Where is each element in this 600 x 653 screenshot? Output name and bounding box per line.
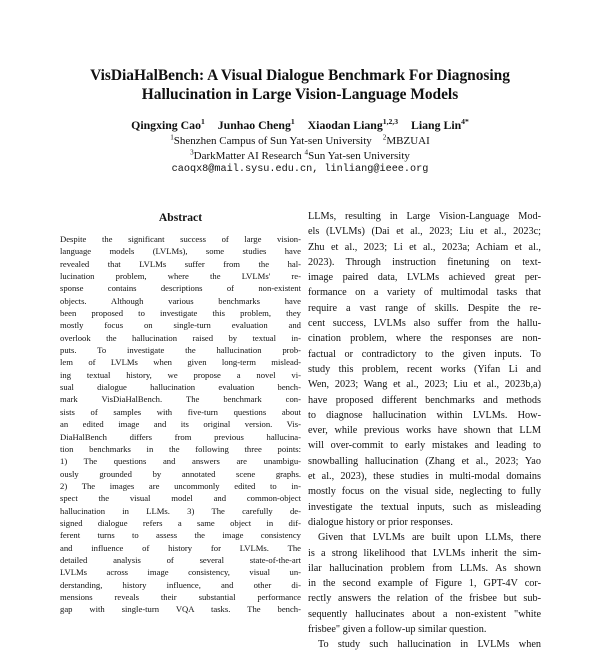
affiliations-line-2: [60, 149, 540, 163]
affiliation: $^4$Sun Yat-sen University: [304, 148, 410, 162]
author-emails: caoqx8@mail.sysu.edu.cn, linliang@ieee.org: [171, 164, 429, 175]
text-line: to diagnose hallucination within LVLMs. How-: [308, 409, 541, 421]
text-line: To study such hallucination in LVLMs when: [318, 639, 541, 651]
text-line: frisbee" given a follow-up similar question.: [308, 624, 487, 636]
text-line: detailed analysis of several state-of-the-art: [60, 554, 301, 565]
text-line: lucination problem, where the LVLMs' re-: [60, 271, 301, 282]
text-line: spect the visual model and common-object: [60, 493, 301, 504]
text-line: is a strong likelihood that LVLMs inherit the sim-: [308, 547, 541, 559]
paper-title: [60, 66, 540, 104]
text-line: snowballing hallucination (Zhang et al., 2023; Yao: [308, 455, 541, 467]
abstract-body: [60, 233, 301, 615]
text-line: ing textual history, we propose a novel vi-: [60, 369, 301, 380]
text-line: 2023). Through instruction finetuning on text-: [308, 256, 541, 268]
text-line: derstanding, history influence, and other di-: [60, 579, 301, 590]
text-line: Zhu et al., 2023; Li et al., 2023a; Achiam et al.,: [308, 241, 541, 253]
text-line: 2) The images are uncommonly edited to in-: [60, 480, 301, 491]
text-line: gap with single-turn VQA tasks. The bench-: [60, 604, 301, 615]
text-line: study this problem, recent works (Yifan Li and: [308, 363, 541, 375]
author: Junhao Cheng$^1$: [217, 117, 295, 132]
text-line: an edited image and its original version. Vis-: [60, 419, 301, 430]
text-line: cination problem, where the responses are non-: [308, 333, 541, 345]
text-line: Wen, 2023; Wang et al., 2023; Liu et al., 2023b,a): [308, 379, 541, 391]
text-line: sequently hallucinates about a non-existent "white: [308, 608, 541, 620]
affiliation: $^1$Shenzhen Campus of Sun Yat-sen University: [170, 133, 372, 147]
text-line: ever, while previous works have shown that LLM: [308, 425, 541, 437]
affiliation: $^3$DarkMatter AI Research: [190, 148, 302, 162]
text-line: cent success, LVLMs also suffer from the hallu-: [308, 318, 541, 330]
text-line: sists of samples with five-turn questions about: [60, 406, 301, 417]
text-line: dialogue history or prior responses.: [308, 516, 453, 528]
text-line: overlook the hallucination raised by textual in-: [60, 332, 301, 343]
text-line: tion benchmarks in the following three points:: [60, 443, 301, 454]
text-line: 1) The questions and answers are unambigu-: [60, 456, 301, 467]
text-line: Despite the significant success of large vision-: [60, 234, 301, 244]
text-line: els (LVLMs) (Dai et al., 2023; Liu et al., 2023c;: [308, 226, 541, 238]
text-line: objects. Although various benchmarks have: [60, 295, 301, 306]
text-line: DiaHalBench differs from previous hallucina-: [60, 431, 301, 442]
text-line: factual or contradictory to the given inputs. To: [308, 348, 541, 360]
text-line: et al., 2023), these studies in multi-modal domains: [308, 471, 541, 483]
text-line: image paired data, LVLMs achieved great per-: [308, 272, 541, 284]
author-list: [60, 118, 540, 133]
affiliations-line-1: [60, 134, 540, 148]
text-line: require a vast range of skills. Despite the re-: [308, 302, 541, 314]
abstract-heading: Abstract: [158, 211, 203, 224]
text-line: mostly focus on the visual side, neglecting to fully: [308, 486, 541, 498]
text-line: mensions reveals their substantial performance: [60, 591, 301, 602]
title-line-1: VisDiaHalBench: A Visual Dialogue Benchmark For Diagnosing: [90, 67, 510, 84]
text-line: been proposed to investigate this problem, they: [60, 308, 301, 319]
introduction-body: [308, 209, 541, 651]
text-line: revealed that LVLMs suffer from the hal-: [60, 258, 301, 269]
author: Xiaodan Liang$^{1,2,3}$: [307, 117, 399, 132]
text-line: rectly answers the relation of the frisbee but sub-: [308, 593, 541, 605]
title-line-2: Hallucination in Large Vision-Language Models: [141, 86, 459, 103]
text-line: mark VisDiaHalBench. The benchmark con-: [60, 394, 301, 405]
text-line: LLMs, resulting in Large Vision-Language Mod-: [308, 211, 541, 222]
text-line: ously grounded by annotated scene graphs.: [60, 468, 301, 479]
text-line: mostly focus on single-turn evaluation and: [60, 320, 301, 331]
text-line: investigate the textual inputs, such as misleading: [308, 501, 541, 513]
text-line: ilar hallucination problem from LLMs. As shown: [308, 562, 541, 574]
author: Qingxing Cao$^1$: [131, 117, 205, 132]
text-line: language models (LVLMs), some studies have: [60, 246, 301, 257]
text-line: in the second example of Figure 1, GPT-4V cor-: [308, 578, 541, 590]
text-line: puts. To investigate the hallucination prob-: [60, 345, 301, 356]
text-line: will over-commit to early mistakes and leading to: [308, 440, 541, 452]
text-line: Given that LVLMs are built upon LLMs, there: [318, 532, 541, 544]
text-line: lem of LVLMs when given long-term mislead-: [60, 357, 301, 368]
text-line: and influence of history for LVLMs. The: [60, 542, 301, 553]
text-line: hallucination in LLMs. 3) The carefully de-: [60, 505, 301, 516]
text-line: ferent turns to assess the image consistency: [60, 530, 301, 541]
text-line: formance on a variety of multimodal tasks that: [308, 287, 541, 299]
affiliation: $^2$MBZUAI: [382, 133, 430, 147]
text-line: sual dialogue hallucination evaluation bench-: [60, 382, 301, 393]
author: Liang Lin$^{4*}$: [411, 117, 469, 132]
text-line: LVLMs across image consistency, visual un-: [60, 567, 301, 578]
text-line: sponse contains descriptions of non-existent: [60, 283, 301, 294]
text-line: signed dialogue refers a same object in dif-: [60, 517, 301, 528]
text-line: have proposed different benchmarks and methods: [308, 394, 541, 406]
